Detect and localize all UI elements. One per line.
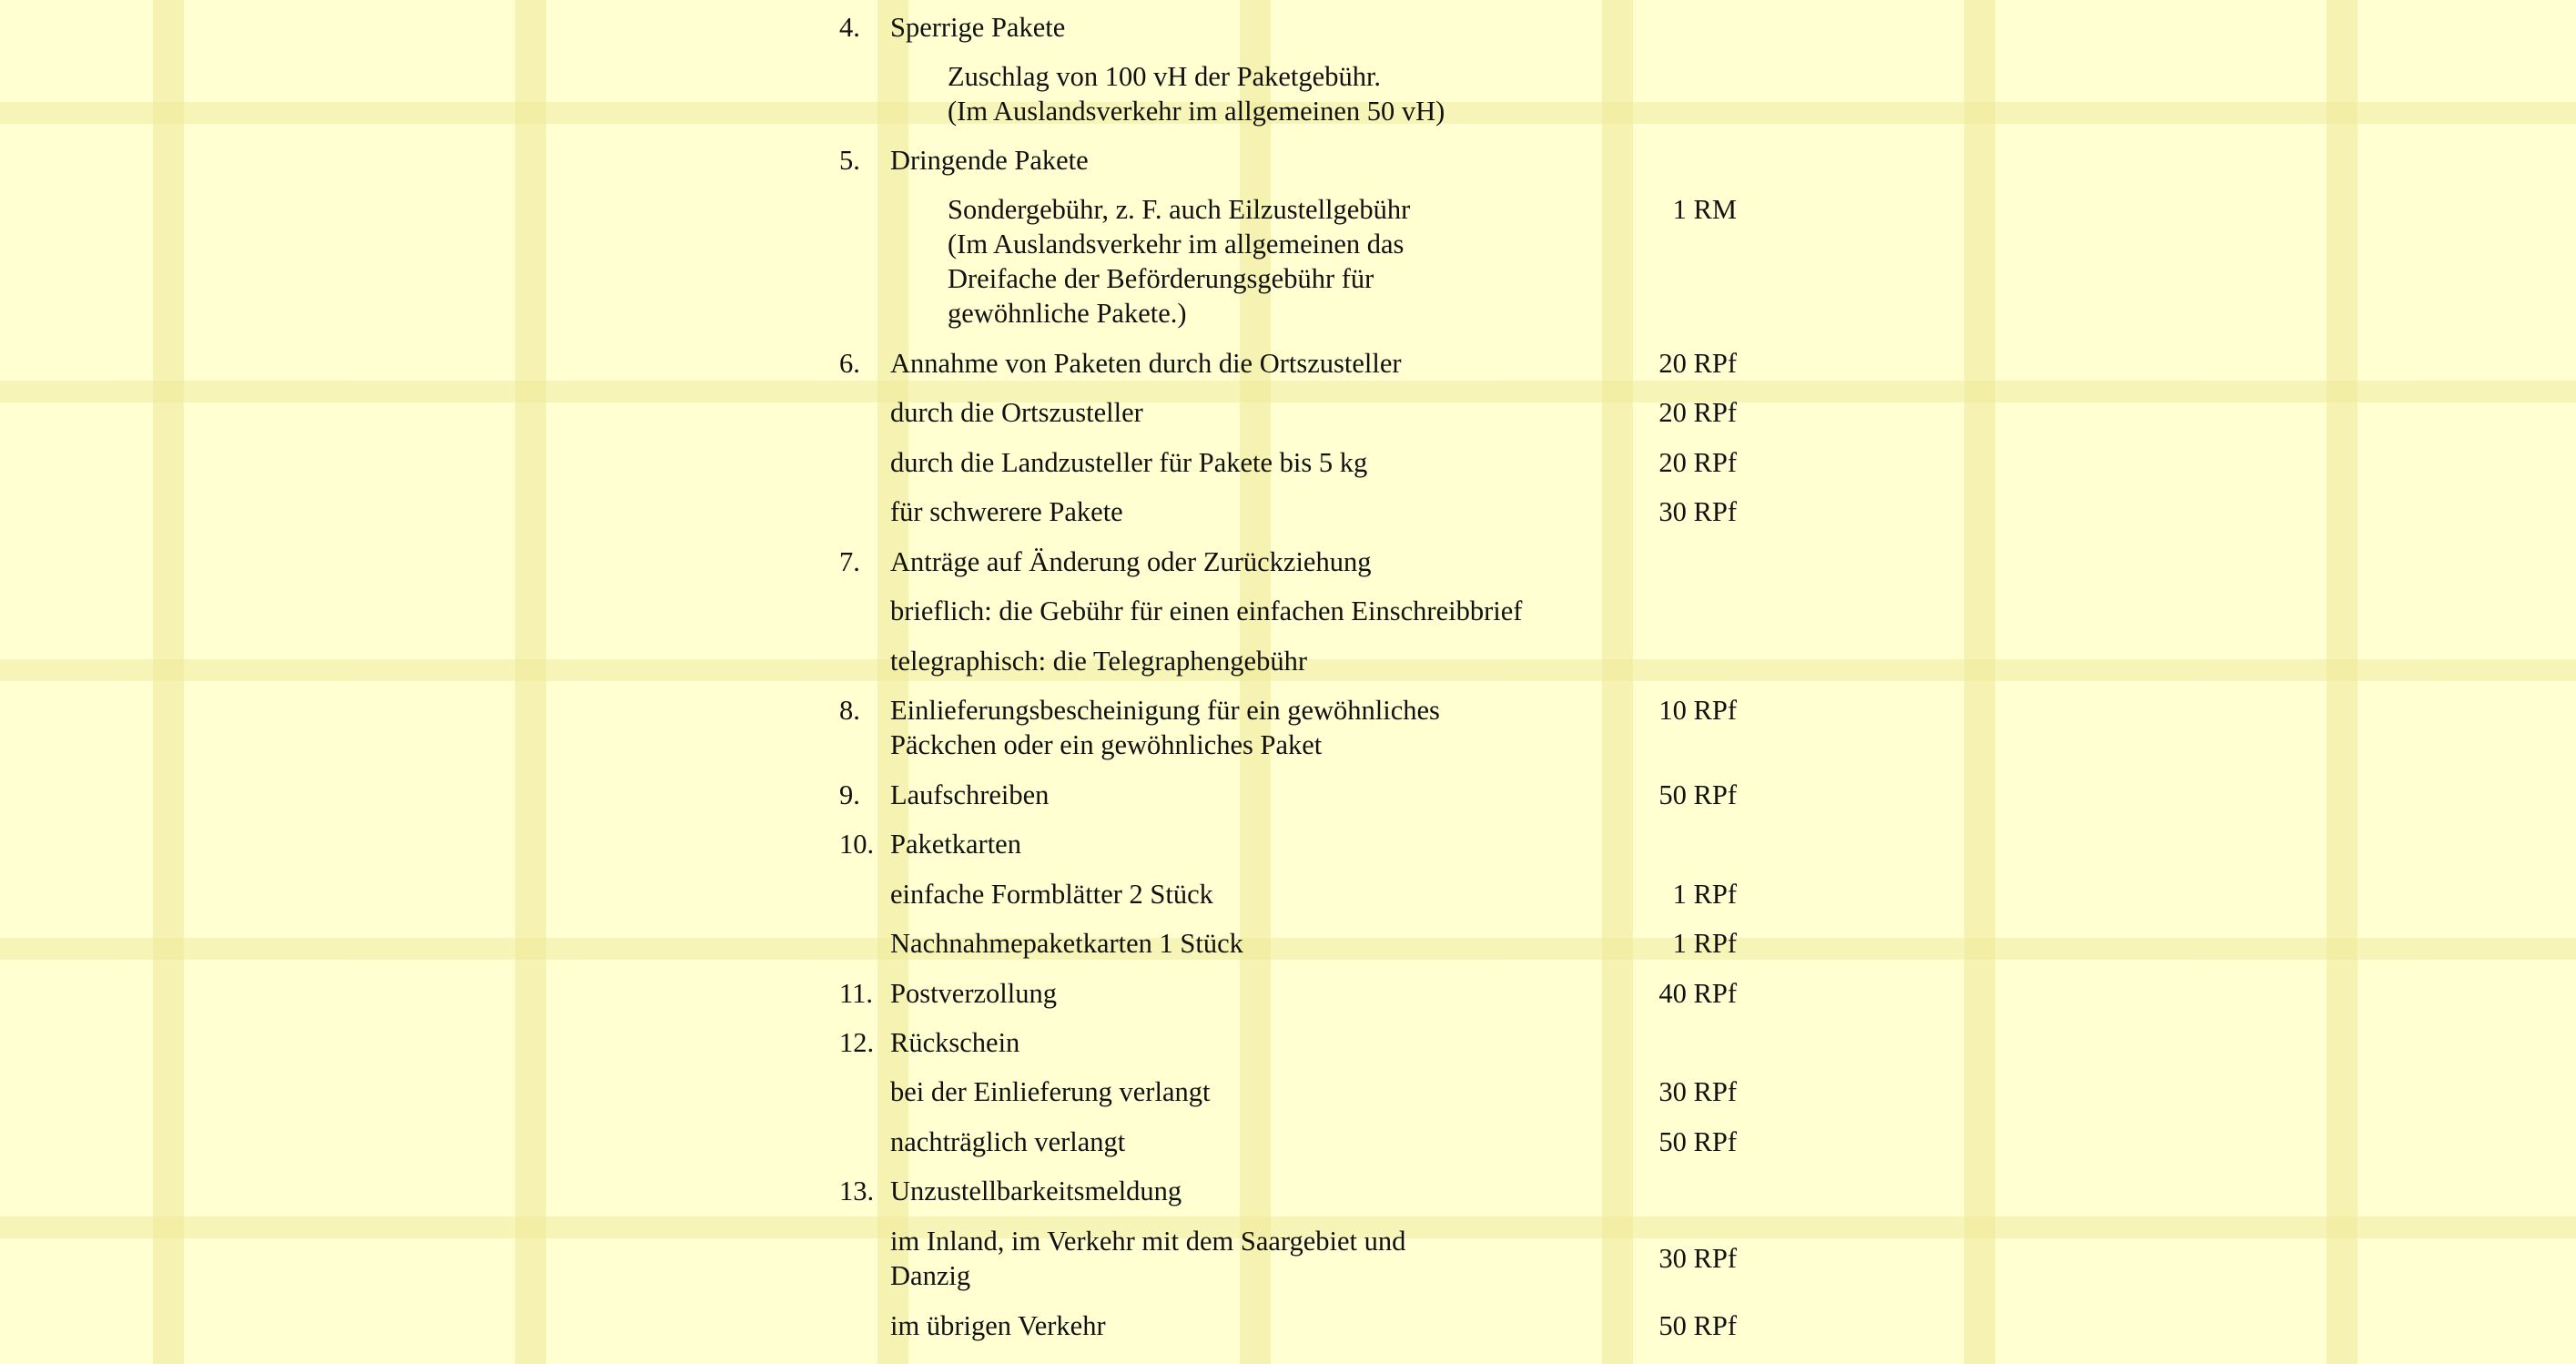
item-label: brieflich: die Gebühr für einen einfachen Einschreibbrief (890, 595, 1523, 626)
item-amount: 50 RPf (1658, 1310, 1737, 1341)
item-label: Paketkarten (890, 829, 1021, 860)
item-label: Sondergebühr, z. F. auch Eilzustellgebühr (Im Auslandsverkehr im allgemeinen das Dreifache der Beförderungsgebühr für gewöhnliche Pakete.) (948, 194, 1411, 329)
item-amount: 1 RPf (1672, 928, 1737, 959)
item-amount: 50 RPf (1658, 779, 1737, 810)
item-amount: 40 RPf (1658, 978, 1737, 1009)
item-label: Anträge auf Änderung oder Zurückziehung (890, 546, 1372, 577)
item-amount: 30 RPf (1658, 1243, 1737, 1274)
item-number: 12. (839, 1027, 875, 1058)
item-number: 7. (839, 546, 860, 577)
item-amount: 10 RPf (1658, 695, 1737, 726)
item-number: 5. (839, 145, 860, 176)
item-number: 6. (839, 348, 860, 379)
item-label: Einlieferungsbescheinigung für ein gewöhnliches Päckchen oder ein gewöhnliches Paket (890, 695, 1440, 760)
item-label: Annahme von Paketen durch die Ortszusteller (890, 348, 1402, 379)
item-label: Laufschreiben (890, 779, 1050, 810)
item-number: 13. (839, 1176, 875, 1206)
item-amount: 20 RPf (1658, 397, 1737, 428)
item-amount: 50 RPf (1658, 1126, 1737, 1157)
item-amount: 1 RPf (1672, 879, 1737, 910)
item-label: Zuschlag von 100 vH der Paketgebühr. (Im Auslandsverkehr im allgemeinen 50 vH) (948, 61, 1445, 127)
item-label: Nachnahmepaketkarten 1 Stück (890, 928, 1243, 959)
item-label: durch die Ortszusteller (890, 397, 1143, 428)
item-label: Unzustellbarkeitsmeldung (890, 1176, 1182, 1206)
item-amount: 20 RPf (1658, 348, 1737, 379)
item-number: 4. (839, 12, 860, 43)
item-label: einfache Formblätter 2 Stück (890, 879, 1213, 910)
item-label: im Inland, im Verkehr mit dem Saargebiet und Danzig (890, 1226, 1406, 1291)
item-amount: 1 RM (1672, 194, 1737, 225)
item-label: Postverzollung (890, 978, 1057, 1009)
item-number: 11. (839, 978, 873, 1009)
item-number: 10. (839, 829, 875, 860)
item-label: bei der Einlieferung verlangt (890, 1076, 1211, 1107)
item-label: telegraphisch: die Telegraphengebühr (890, 646, 1308, 677)
item-label: Rückschein (890, 1027, 1020, 1058)
item-amount: 30 RPf (1658, 1076, 1737, 1107)
item-label: nachträglich verlangt (890, 1126, 1126, 1157)
item-number: 8. (839, 695, 860, 726)
item-label: im übrigen Verkehr (890, 1310, 1106, 1341)
item-label: durch die Landzusteller für Pakete bis 5 kg (890, 447, 1368, 478)
item-label: für schwerere Pakete (890, 496, 1123, 527)
item-amount: 20 RPf (1658, 447, 1737, 478)
item-label: Sperrige Pakete (890, 12, 1066, 43)
item-amount: 30 RPf (1658, 496, 1737, 527)
item-label: Dringende Pakete (890, 145, 1089, 176)
item-number: 9. (839, 779, 860, 810)
